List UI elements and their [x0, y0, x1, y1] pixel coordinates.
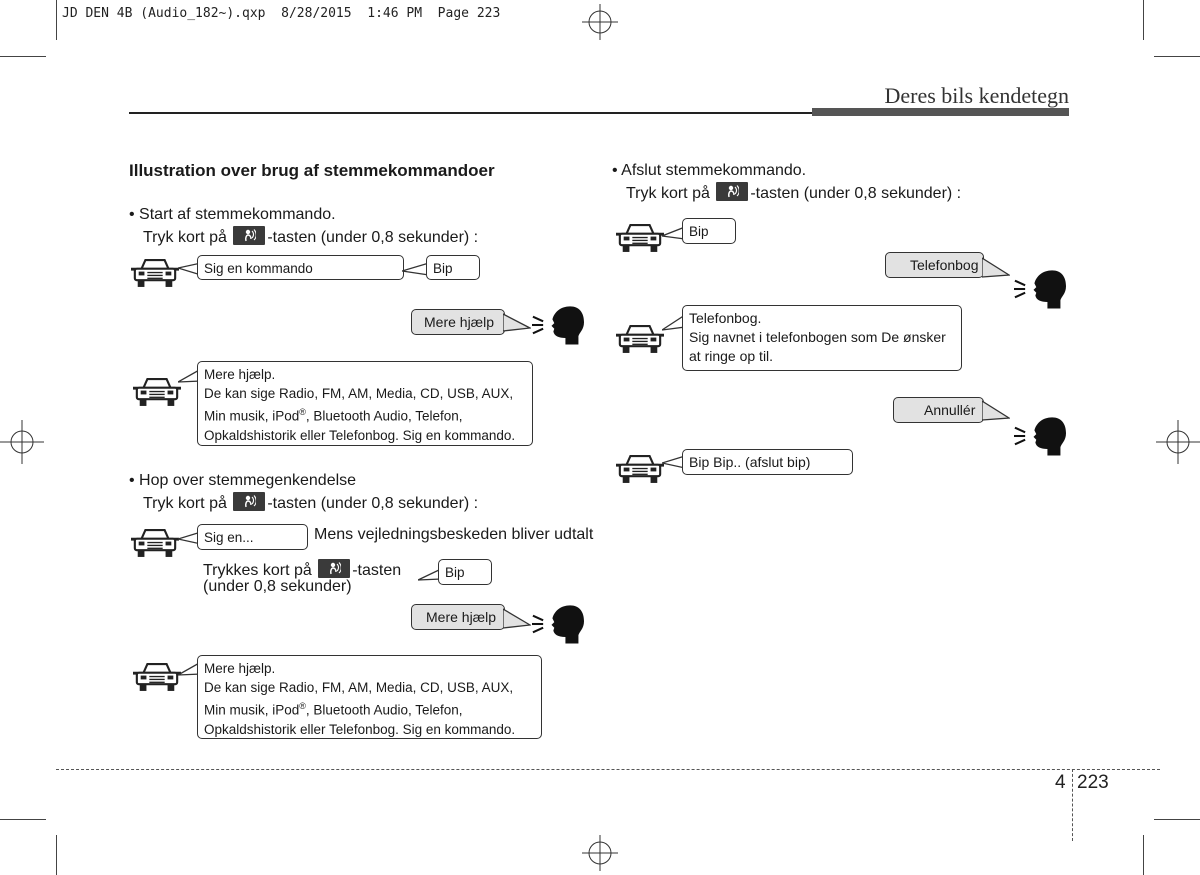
car-icon: [131, 527, 179, 560]
user-speech-bubble: Annullér: [893, 397, 984, 423]
registration-mark-icon: [0, 420, 44, 464]
speaking-head-icon: [1014, 267, 1066, 311]
help-text: , Bluetooth Audio, Telefon,: [305, 408, 463, 424]
voice-button-icon: [318, 559, 350, 578]
footer-dashed-divider: [1072, 769, 1073, 841]
car-phonebook-bubble: [682, 305, 962, 371]
help-line: [204, 403, 526, 426]
speaking-head-icon: [532, 602, 584, 646]
user-speech-bubble: Mere hjælp: [411, 604, 505, 630]
press-instruction: [143, 492, 478, 513]
registration-mark-icon: [1156, 420, 1200, 464]
bullet-end: • Afslut stemmekommando.: [612, 162, 807, 179]
speaking-head-icon: [1014, 414, 1066, 458]
car-speech-bubble: Sig en...: [197, 524, 308, 550]
bubble-tail: [982, 400, 1010, 422]
crop-mark: [0, 56, 46, 57]
page-header-title: Deres bils kendetegn: [884, 83, 1069, 108]
press-instruction: [626, 182, 961, 203]
help-line: Opkaldshistorik eller Telefonbog. Sig en kommando.: [204, 721, 516, 737]
help-text: , Bluetooth Audio, Telefon,: [305, 702, 463, 718]
press-instruction: [203, 559, 401, 580]
bip-bubble: Bip: [682, 218, 736, 244]
press-text: -tasten (under 0,8 sekunder) :: [267, 229, 479, 246]
car-help-bubble: [197, 655, 542, 739]
print-slug: JD DEN 4B (Audio_182~).qxp 8/28/2015 1:46 PM Page 223: [62, 6, 501, 21]
crop-mark: [1143, 0, 1144, 40]
crop-mark: [0, 819, 46, 820]
registration-mark-icon: [582, 835, 618, 871]
bubble-tail: [503, 313, 531, 333]
help-line: De kan sige Radio, FM, AM, Media, CD, USB, AUX,: [204, 680, 514, 695]
prompt-note: Mens vejledningsbeskeden bliver udtalt: [314, 526, 594, 543]
help-text: Min musik, iPod: [204, 702, 300, 718]
press-text: Tryk kort på: [143, 229, 227, 246]
phonebook-line: Telefonbog.: [689, 310, 762, 326]
crop-mark: [56, 835, 57, 875]
press-text: Tryk kort på: [626, 185, 710, 202]
footer-dashed-rule: [56, 769, 1160, 770]
car-icon: [131, 257, 179, 290]
car-icon: [616, 222, 664, 255]
press-instruction: [143, 226, 478, 247]
voice-button-icon: [233, 492, 265, 511]
end-bip-bubble: Bip Bip.. (afslut bip): [682, 449, 853, 475]
voice-button-icon: [716, 182, 748, 201]
press-text: Tryk kort på: [143, 495, 227, 512]
chapter-number: 4: [1055, 772, 1066, 793]
car-icon: [133, 376, 181, 409]
press-text: -tasten (under 0,8 sekunder) :: [750, 185, 962, 202]
help-line: De kan sige Radio, FM, AM, Media, CD, USB, AUX,: [204, 386, 514, 401]
bubble-tail: [982, 257, 1010, 279]
car-speech-bubble: Sig en kommando: [197, 255, 404, 280]
car-icon: [616, 323, 664, 356]
car-icon: [133, 661, 181, 694]
car-icon: [616, 453, 664, 486]
crop-mark: [1143, 835, 1144, 875]
bip-bubble: Bip: [438, 559, 492, 585]
bullet-skip: • Hop over stemmegenkendelse: [129, 472, 357, 489]
registered-mark: ®: [299, 407, 306, 417]
press-text: -tasten (under 0,8 sekunder) :: [267, 495, 479, 512]
help-line: Opkaldshistorik eller Telefonbog. Sig en kommando.: [204, 427, 516, 443]
bubble-tail: [503, 608, 531, 630]
press-duration: (under 0,8 sekunder): [203, 578, 352, 595]
phonebook-line: at ringe op til.: [689, 348, 774, 364]
crop-mark: [56, 0, 57, 40]
help-title: Mere hjælp.: [204, 661, 276, 676]
bullet-start: • Start af stemmekommando.: [129, 206, 336, 223]
header-bar: [812, 108, 1069, 116]
help-text: Min musik, iPod: [204, 408, 300, 424]
user-speech-bubble: Mere hjælp: [411, 309, 505, 335]
help-title: Mere hjælp.: [204, 367, 276, 382]
voice-button-icon: [233, 226, 265, 245]
crop-mark: [1154, 819, 1200, 820]
help-line: [204, 697, 535, 720]
page-number: 223: [1077, 772, 1109, 793]
car-help-bubble: [197, 361, 533, 446]
crop-mark: [1154, 56, 1200, 57]
registration-mark-icon: [582, 4, 618, 40]
bip-bubble: Bip: [426, 255, 480, 280]
press-text: -tasten: [352, 562, 402, 579]
section-title: Illustration over brug af stemmekommandoer: [129, 161, 495, 180]
user-speech-bubble: Telefonbog: [885, 252, 984, 278]
press-text: Trykkes kort på: [203, 562, 312, 579]
registered-mark: ®: [299, 701, 306, 711]
speaking-head-icon: [532, 303, 584, 347]
phonebook-line: Sig navnet i telefonbogen som De ønsker: [689, 329, 946, 345]
